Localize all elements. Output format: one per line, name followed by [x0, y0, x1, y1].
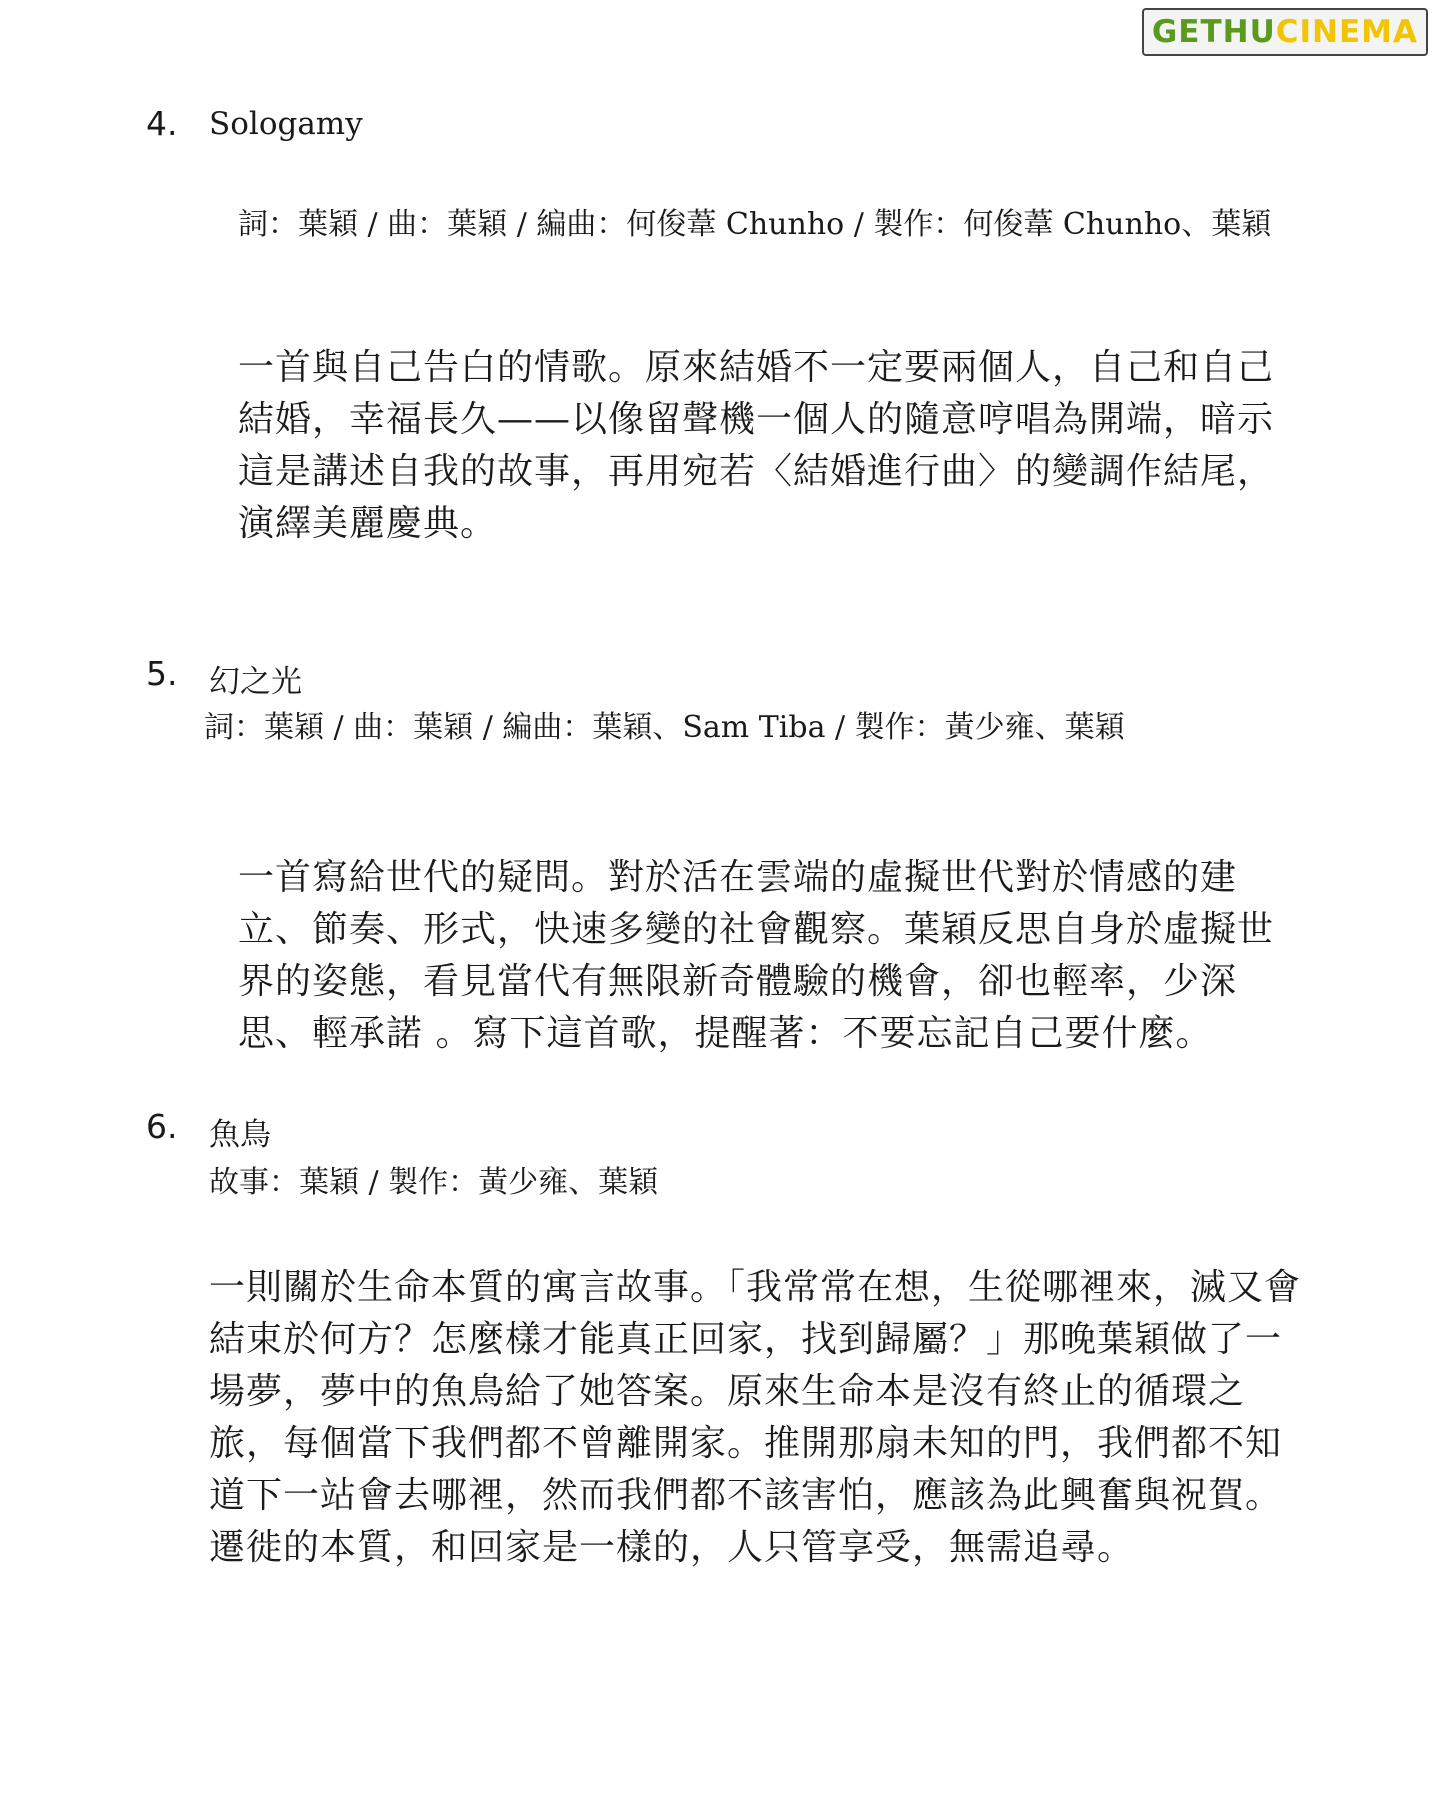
track-title: 幻之光 — [209, 664, 302, 700]
track-number: 6. — [146, 1107, 178, 1146]
watermark-logo — [1142, 8, 1428, 56]
track-title: Sologamy — [209, 106, 363, 142]
track-credits: 詞：葉穎 / 曲：葉穎 / 編曲：葉穎、Sam Tiba / 製作：黃少雍、葉穎 — [204, 710, 1125, 745]
track-number: 4. — [146, 104, 178, 143]
track-credits: 故事：葉穎 / 製作：黃少雍、葉穎 — [209, 1165, 659, 1200]
watermark-part2: CINEMA — [1275, 14, 1418, 50]
watermark-part1: GETHU — [1151, 14, 1276, 50]
track-credits: 詞：葉穎 / 曲：葉穎 / 編曲：何俊葦 Chunho / 製作：何俊葦 Chunho、葉穎 — [238, 207, 1272, 242]
track-description: 一首與自己告白的情歌。原來結婚不一定要兩個人，自己和自己結婚，幸福長久——以像留聲機一個人的隨意哼唱為開端，暗示這是講述自我的故事，再用宛若〈結婚進行曲〉的變調作結尾，演繹美麗慶典。 — [238, 347, 1275, 544]
track-number: 5. — [146, 654, 178, 693]
track-description: 一首寫給世代的疑問。對於活在雲端的虛擬世代對於情感的建立、節奏、形式，快速多變的社會觀察。葉穎反思自身於虛擬世界的姿態，看見當代有無限新奇體驗的機會，卻也輕率，少深思、輕承諾 。寫下這首歌，提醒著：不要忘記自己要什麼。 — [238, 857, 1275, 1054]
track-title: 魚鳥 — [209, 1117, 271, 1153]
track-description: 一則關於生命本質的寓言故事。「我常常在想，生從哪裡來，滅又會結束於何方？怎麼樣才能真正回家，找到歸屬？」那晚葉穎做了一場夢，夢中的魚鳥給了她答案。原來生命本是沒有終止的循環之旅，每個當下我們都不曾離開家。推開那扇未知的門，我們都不知道下一站會去哪裡，然而我們都不該害怕，應該為此興奮與祝賀。遷徙的本質，和回家是一樣的，人只管享受，無需追尋。 — [209, 1267, 1302, 1568]
